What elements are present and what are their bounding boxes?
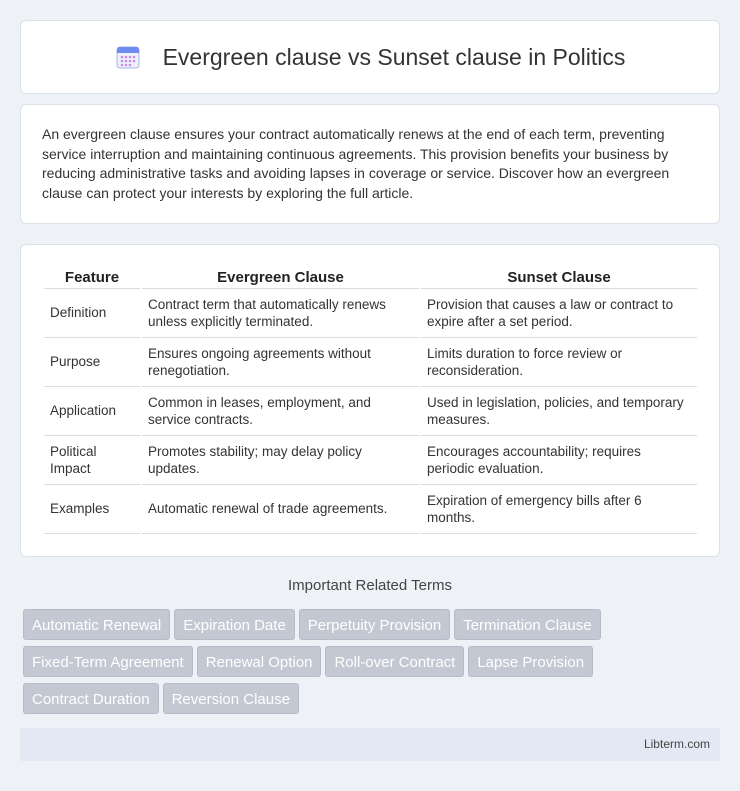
tag-reversion-clause[interactable]: Reversion Clause (163, 683, 299, 714)
table-row (44, 485, 697, 534)
comparison-table (42, 265, 699, 534)
header-evergreen: Evergreen Clause (142, 265, 419, 289)
tag-expiration-date[interactable]: Expiration Date (174, 609, 295, 640)
row-evergreen: Contract term that automatically renews unless explicitly terminated. (142, 289, 419, 338)
table-row (44, 289, 697, 338)
tag-fixed-term-agreement[interactable]: Fixed-Term Agreement (23, 646, 193, 677)
comparison-card (20, 244, 720, 557)
footer (20, 728, 720, 761)
row-feature: Application (44, 387, 140, 436)
title-card (20, 20, 720, 94)
tag-renewal-option[interactable]: Renewal Option (197, 646, 322, 677)
row-feature: Purpose (44, 338, 140, 387)
tag-contract-duration[interactable]: Contract Duration (23, 683, 159, 714)
row-sunset: Used in legislation, policies, and temporary measures. (421, 387, 697, 436)
row-evergreen: Promotes stability; may delay policy updates. (142, 436, 419, 485)
tag-automatic-renewal[interactable]: Automatic Renewal (23, 609, 170, 640)
page-title: Evergreen clause vs Sunset clause in Politics (162, 43, 626, 70)
row-feature: Examples (44, 485, 140, 534)
header-feature: Feature (44, 265, 140, 289)
row-feature: Definition (44, 289, 140, 338)
tag-perpetuity-provision[interactable]: Perpetuity Provision (299, 609, 450, 640)
table-row (44, 387, 697, 436)
intro-card (20, 104, 720, 224)
table-row (44, 436, 697, 485)
related-terms-list (23, 609, 713, 720)
row-evergreen: Automatic renewal of trade agreements. (142, 485, 419, 534)
tag-lapse-provision[interactable]: Lapse Provision (468, 646, 593, 677)
header-sunset: Sunset Clause (421, 265, 697, 289)
calendar-icon (115, 44, 141, 70)
tag-roll-over-contract[interactable]: Roll-over Contract (325, 646, 464, 677)
row-evergreen: Common in leases, employment, and service contracts. (142, 387, 419, 436)
table-header-row (44, 265, 697, 289)
row-evergreen: Ensures ongoing agreements without renegotiation. (142, 338, 419, 387)
row-sunset: Expiration of emergency bills after 6 months. (421, 485, 697, 534)
row-sunset: Provision that causes a law or contract to expire after a set period. (421, 289, 697, 338)
footer-site-link[interactable]: Libterm.com (643, 737, 710, 751)
table-row (44, 338, 697, 387)
tag-termination-clause[interactable]: Termination Clause (454, 609, 600, 640)
row-feature: Political Impact (44, 436, 140, 485)
row-sunset: Limits duration to force review or reconsideration. (421, 338, 697, 387)
row-sunset: Encourages accountability; requires periodic evaluation. (421, 436, 697, 485)
intro-paragraph: An evergreen clause ensures your contract automatically renews at the end of each term, preventing service interruption and maintaining continuous agreements. This provision benefits your business by reducing administrative tasks and avoiding lapses in coverage or service. Discover how an evergreen clause can protect your interests by exploring the full article. (42, 126, 670, 201)
related-terms-heading: Important Related Terms (288, 577, 452, 594)
